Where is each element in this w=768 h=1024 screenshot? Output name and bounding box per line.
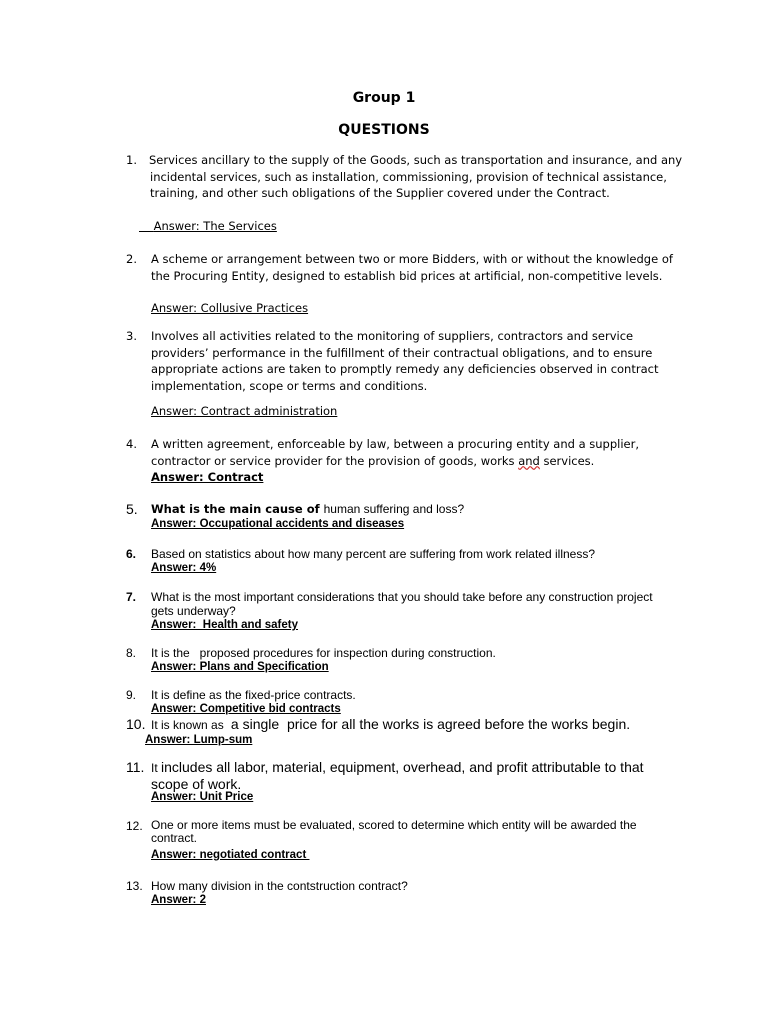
question-number: 13.	[126, 879, 143, 893]
question-text	[151, 716, 686, 734]
question-number: 6.	[126, 547, 137, 561]
question-text: It is the proposed procedures for inspection during construction.	[151, 646, 496, 660]
answer-text: Answer: The Services	[153, 219, 277, 233]
question-text: It is define as the fixed-price contracts.	[151, 688, 356, 702]
question-number: 4.	[126, 437, 137, 451]
group-title: Group 1	[352, 90, 416, 106]
question-8	[126, 646, 686, 660]
answer-2: Answer: Collusive Practices	[151, 301, 309, 315]
question-6	[126, 547, 686, 561]
question-text-part: a single price for all the works is agreed before the works begin.	[227, 716, 631, 732]
question-number: 8.	[126, 646, 137, 660]
question-10	[126, 716, 686, 734]
question-text	[151, 759, 666, 793]
question-text-part: What is the main cause of	[151, 502, 324, 516]
answer-13: Answer: 2	[151, 894, 206, 906]
answer-3: Answer: Contract administration	[151, 404, 338, 418]
question-text	[151, 436, 686, 469]
question-text: What is the most important considerations that you should take before any construction project gets underway?	[151, 590, 653, 618]
answer-10: Answer: Lump-sum	[145, 734, 253, 746]
question-number: 7.	[126, 590, 137, 604]
question-3	[126, 328, 686, 394]
question-text: Involves all activities related to the monitoring of suppliers, contractors and service providers’ performance in the fulfillment of their contractual obligations, and to ensure appropriate actions are taken to promptly remedy any deficiencies observed in contract implementation, scope or terms and conditions.	[151, 329, 659, 393]
question-text: How many division in the contstruction contract?	[151, 879, 408, 893]
question-13	[126, 879, 686, 893]
question-number: 10.	[126, 716, 146, 732]
question-number: 9.	[126, 688, 137, 702]
answer-4: Answer: Contract	[151, 470, 264, 484]
question-2	[126, 251, 686, 284]
answer-9: Answer: Competitive bid contracts	[151, 703, 341, 715]
question-number: 5.	[126, 501, 138, 517]
answer-8: Answer: Plans and Specification	[151, 661, 329, 673]
answer-5: Answer: Occupational accidents and diseases	[151, 518, 405, 530]
answer-11: Answer: Unit Price	[151, 791, 254, 803]
question-number: 2.	[126, 252, 137, 266]
spellcheck-word: and	[518, 453, 540, 468]
question-text-part: A written agreement, enforceable by law, between a procuring entity and a supplier, contractor or service provider for the provision of goods, works	[151, 437, 639, 468]
question-text	[151, 501, 686, 518]
question-text: Based on statistics about how many percent are suffering from work related illness?	[151, 547, 595, 561]
question-text-part: services.	[539, 453, 595, 468]
question-number: 11.	[126, 759, 145, 775]
answer-12: Answer: negotiated contract	[151, 849, 310, 861]
section-title: QUESTIONS	[338, 122, 430, 138]
question-number: 1.	[126, 153, 137, 167]
question-11	[126, 759, 666, 793]
question-4	[126, 436, 686, 469]
question-text: One or more items must be evaluated, scored to determine which entity will be awarded the contract.	[151, 818, 637, 845]
question-number: 3.	[126, 329, 137, 343]
question-text: Services ancillary to the supply of the Goods, such as transportation and insurance, and any incidental services, such as installation, commissioning, provision of technical assistance, training, and other such obligations of the Supplier covered under the Contract.	[149, 153, 683, 200]
question-number: 12.	[126, 819, 143, 833]
question-12	[126, 819, 666, 845]
answer-6: Answer: 4%	[151, 562, 217, 574]
question-1	[126, 152, 686, 202]
question-text-part: It	[151, 761, 162, 775]
question-text-part: includes all labor, material, equipment, overhead, and profit attributable to that scope of work.	[151, 759, 644, 792]
question-5	[126, 501, 686, 518]
question-text-part: It is known as	[151, 718, 228, 732]
answer-1	[139, 218, 277, 235]
question-9	[126, 688, 686, 702]
question-text: A scheme or arrangement between two or more Bidders, with or without the knowledge of the Procuring Entity, designed to establish bid prices at artificial, non-competitive levels.	[151, 252, 673, 283]
question-text-part: human suffering and loss?	[323, 502, 465, 516]
question-7	[126, 590, 666, 618]
answer-7: Answer: Health and safety	[151, 619, 298, 631]
